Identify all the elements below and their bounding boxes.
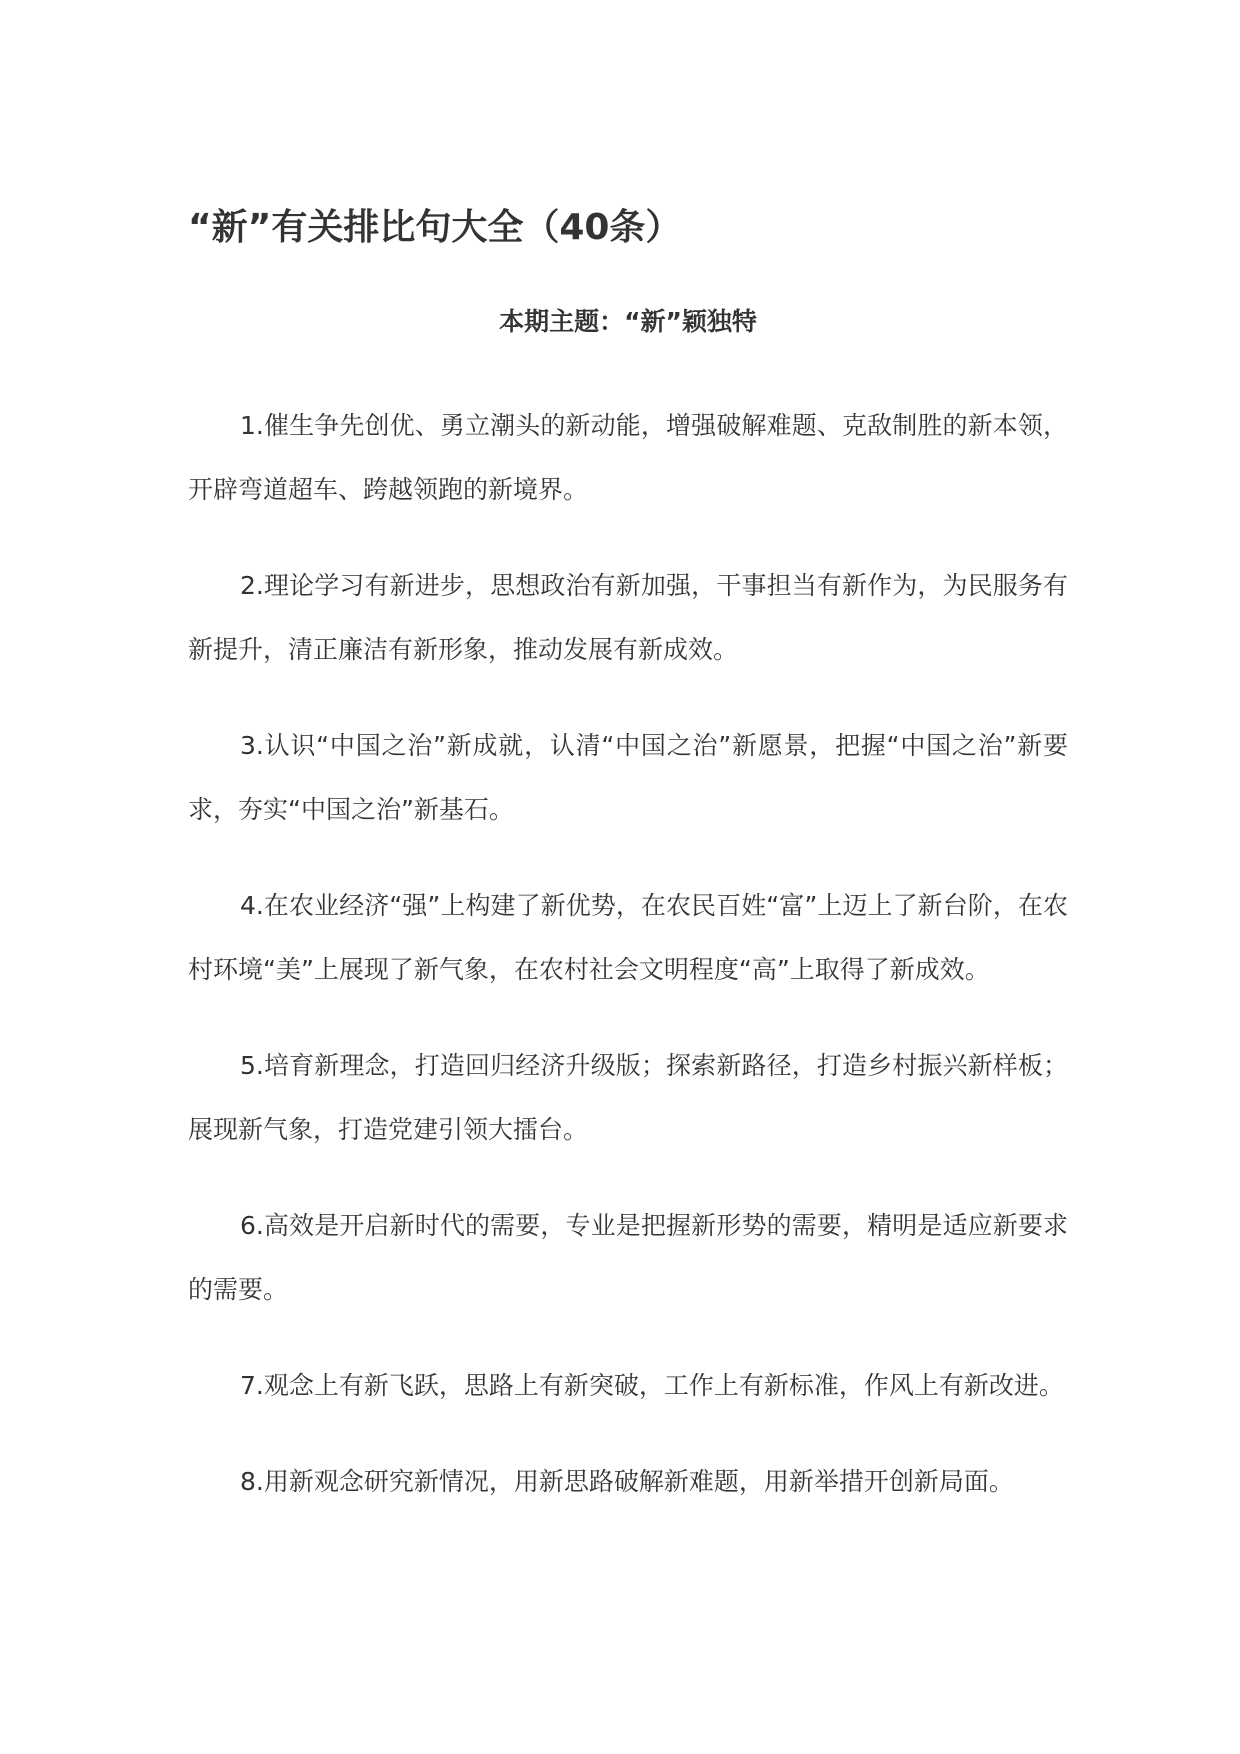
list-item: 5.培育新理念，打造回归经济升级版；探索新路径，打造乡村振兴新样板；展现新气象，打造党建引领大擂台。 [188,1051,1068,1144]
document-subtitle: 本期主题：“新”颖独特 [499,307,757,336]
list-item: 3.认识“中国之治”新成就，认清“中国之治”新愿景，把握“中国之治”新要求，夯实“中国之治”新基石。 [188,731,1068,824]
sentence-list [188,394,1068,1546]
list-item: 7.观念上有新飞跃，思路上有新突破，工作上有新标准，作风上有新改进。 [240,1371,1064,1400]
document-title: “新”有关排比句大全（40条） [188,207,682,248]
list-item: 1.催生争先创优、勇立潮头的新动能，增强破解难题、克敌制胜的新本领，开辟弯道超车、跨越领跑的新境界。 [188,411,1068,504]
list-item: 4.在农业经济“强”上构建了新优势，在农民百姓“富”上迈上了新台阶，在农村环境“美”上展现了新气象，在农村社会文明程度“高”上取得了新成效。 [188,891,1068,984]
list-item: 8.用新观念研究新情况，用新思路破解新难题，用新举措开创新局面。 [240,1467,1014,1496]
list-item: 2.理论学习有新进步，思想政治有新加强，干事担当有新作为，为民服务有新提升，清正廉洁有新形象，推动发展有新成效。 [188,571,1068,664]
list-item: 6.高效是开启新时代的需要，专业是把握新形势的需要，精明是适应新要求的需要。 [188,1211,1068,1304]
